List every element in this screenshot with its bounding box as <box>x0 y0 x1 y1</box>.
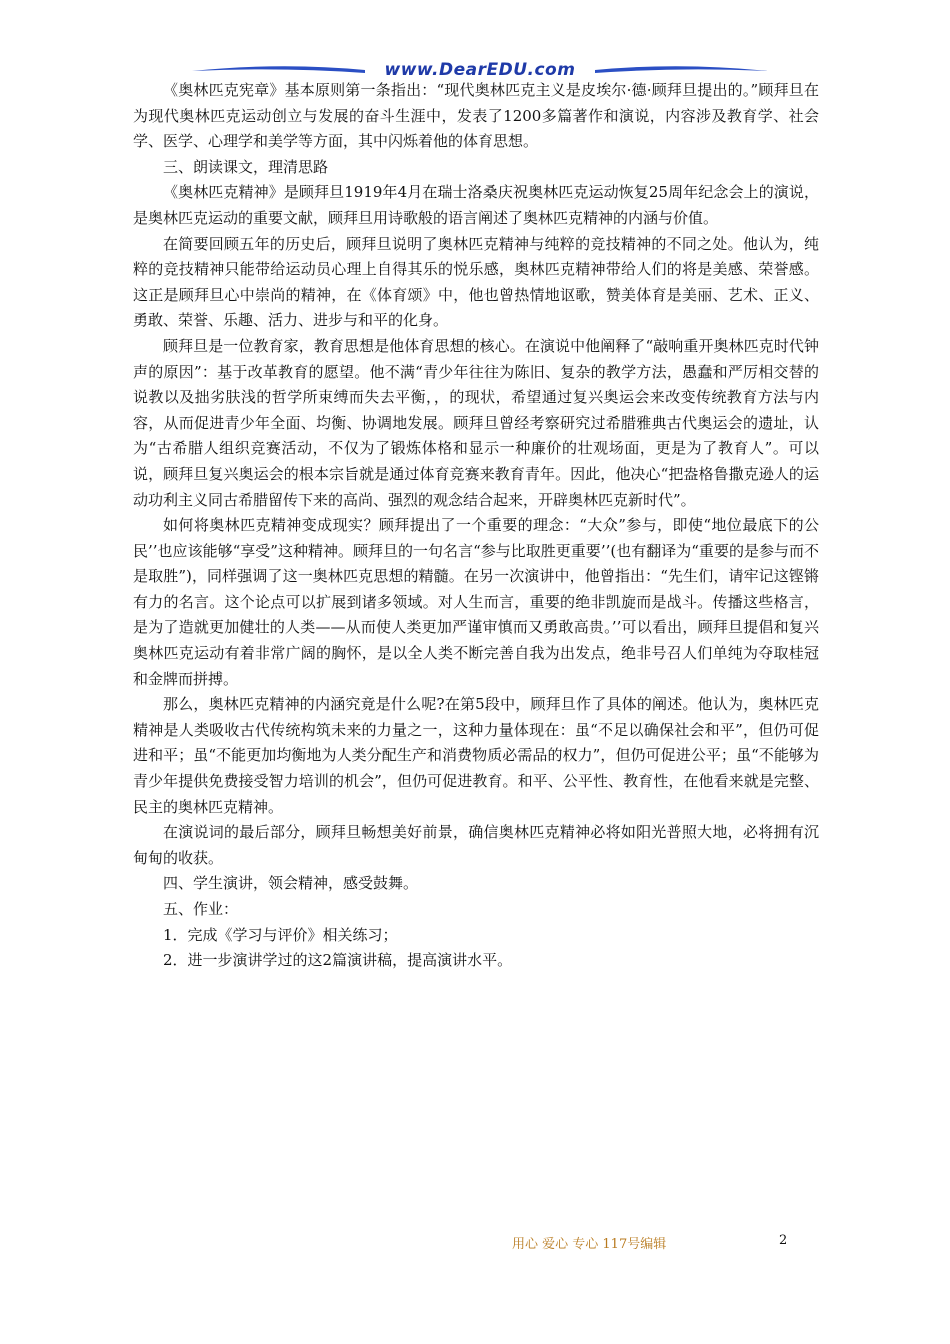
paragraph: 《奥林匹克精神》是顾拜旦1919年4月在瑞士洛桑庆祝奥林匹克运动恢复25周年纪念会上的演说，是奥林匹克运动的重要文献，顾拜旦用诗歌般的语言阐述了奥林匹克精神的内涵与价值。 <box>133 183 819 227</box>
section-heading: 三、朗读课文，理清思路 <box>163 157 329 176</box>
paragraph: 那么，奥林匹克精神的内涵究竟是什么呢?在第5段中，顾拜旦作了具体的阐述。他认为，奥林匹克精神是人类吸收古代传统构筑未来的力量之一，这种力量体现在：虽“不足以确保社会和平”，但仍可促进和平；虽“不能更加均衡地为人类分配生产和消费物质必需品的权力”，但仍可促进公平；虽“不能够为青少年提供免费接受智力培训的机会”，但仍可促进教育。和平、公平性、教育性，在他看来就是完整、民主的奥林匹克精神。 <box>133 695 819 816</box>
section-heading: 四、学生演讲，领会精神，感受鼓舞。 <box>163 874 419 893</box>
document-body <box>133 78 819 974</box>
paragraph: 顾拜旦是一位教育家，教育思想是他体育思想的核心。在演说中他阐释了“敲响重开奥林匹克时代钟声的原因”：基于改革教育的愿望。他不满“青少年往往为陈旧、复杂的教学方法，愚蠢和严厉相交替的说教以及拙劣肤浅的哲学所束缚而失去平衡，，的现状，希望通过复兴奥运会来改变传统教育方法与内容，从而促进青少年全面、均衡、协调地发展。顾拜旦曾经考察研究过希腊雅典古代奥运会的遗址，认为“古希腊人组织竞赛活动，不仅为了锻炼体格和显示一种廉价的壮观场面，更是为了教育人”。可以说，顾拜旦复兴奥运会的根本宗旨就是通过体育竞赛来教育青年。因此，他决心“把盎格鲁撒克逊人的运动功利主义同古希腊留传下来的高尚、强烈的观念结合起来，开辟奥林匹克新时代”。 <box>133 336 819 509</box>
paragraph: 在简要回顾五年的历史后，顾拜旦说明了奥林匹克精神与纯粹的竞技精神的不同之处。他认为，纯粹的竞技精神只能带给运动员心理上自得其乐的悦乐感，奥林匹克精神带给人们的将是美感、荣誉感。这正是顾拜旦心中崇尚的精神，在《体育颂》中，他也曾热情地讴歌，赞美体育是美丽、艺术、正义、勇敢、荣誉、乐趣、活力、进步与和平的化身。 <box>133 234 819 330</box>
homework-item: 2．进一步演讲学过的这2篇演讲稿，提高演讲水平。 <box>163 951 513 970</box>
paragraph: 《奥林匹克宪章》基本原则第一条指出：“现代奥林匹克主义是皮埃尔·德·顾拜旦提出的。”顾拜旦在为现代奥林匹克运动创立与发展的奋斗生涯中，发表了1200多篇著作和演说，内容涉及教育学、社会学、医学、心理学和美学等方面，其中闪烁着他的体育思想。 <box>133 81 819 151</box>
paragraph: 在演说词的最后部分，顾拜旦畅想美好前景，确信奥林匹克精神必将如阳光普照大地，必将拥有沉甸甸的收获。 <box>133 823 819 867</box>
paragraph: 如何将奥林匹克精神变成现实？顾拜提出了一个重要的理念：“大众”参与，即使“地位最底下的公民’’也应该能够“享受”这种精神。顾拜旦的一句名言“参与比取胜更重要’’(也有翻译为“重要的是参与而不是取胜”)，同样强调了这一奥林匹克思想的精髓。在另一次演讲中，他曾指出：“先生们，请牢记这铿锵有力的名言。这个论点可以扩展到诸多领域。对人生而言，重要的绝非凯旋而是战斗。传播这些格言，是为了造就更加健壮的人类——从而使人类更加严谨审慎而又勇敢高贵。’’可以看出，顾拜旦提倡和复兴奥林匹克运动有着非常广阔的胸怀，是以全人类不断完善自我为出发点，绝非号召人们单纯为夺取桂冠和金牌而拼搏。 <box>133 516 819 688</box>
homework-item: 1．完成《学习与评价》相关练习； <box>163 925 398 944</box>
header-site-url[interactable]: www.DearEDU.com <box>384 60 576 80</box>
page-number: 2 <box>779 1233 788 1248</box>
footer-editor-note: 用心 爱心 专心 117号编辑 <box>512 1237 667 1252</box>
section-heading: 五、作业： <box>163 900 239 918</box>
